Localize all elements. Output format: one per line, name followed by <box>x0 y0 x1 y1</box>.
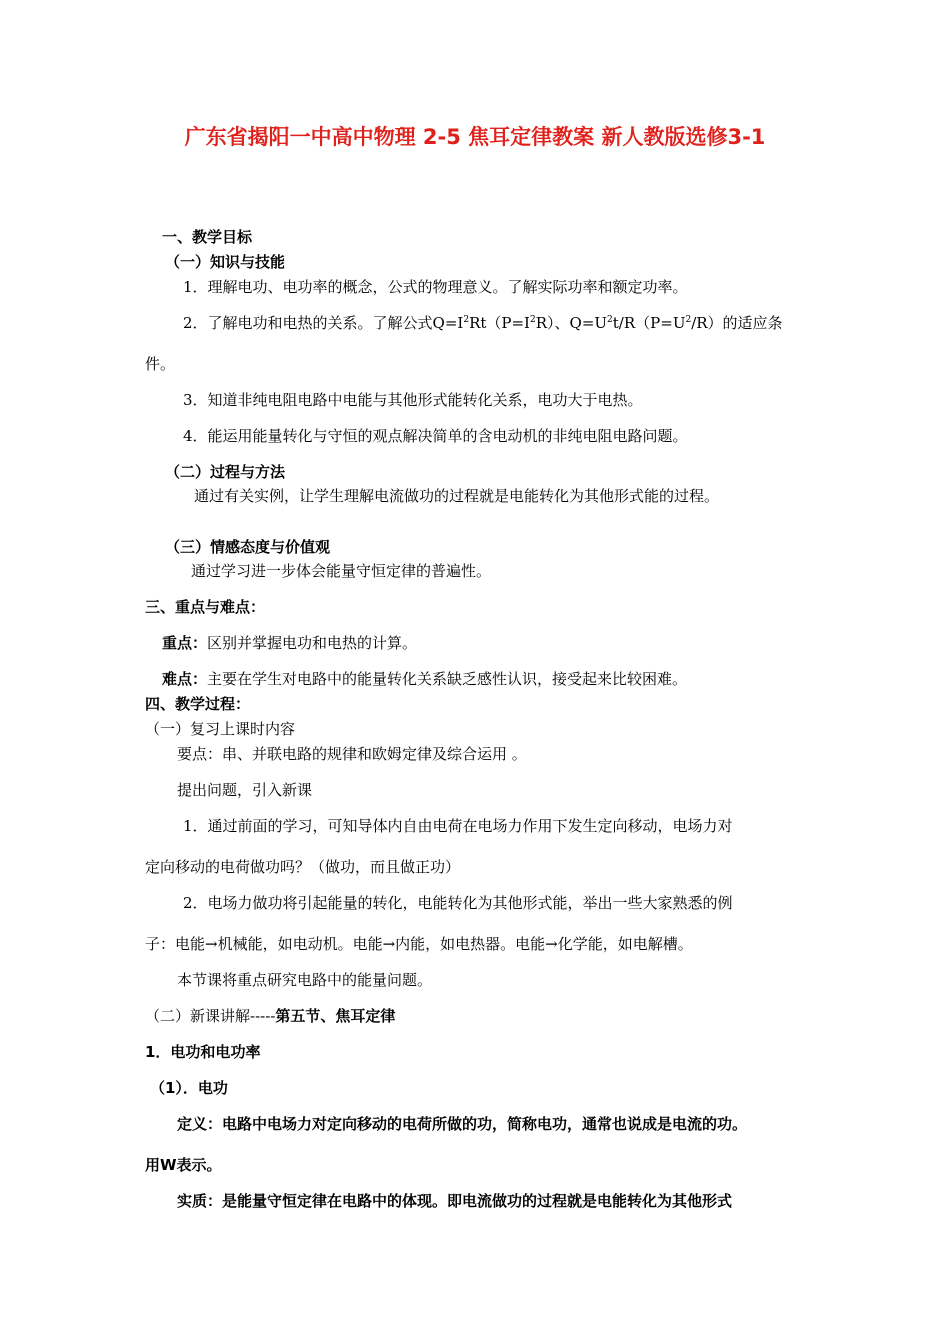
knowledge-item-2: 2．了解电功和电热的关系。了解公式$Q=I^2Rt(P=I^2R)$、$Q=U^2t/R(P=U^2/R)$的适应条 <box>183 314 783 332</box>
electric-work-power-heading: 1．电功和电功率 <box>145 1043 261 1061</box>
knowledge-item-2-cont: 件。 <box>145 355 176 373</box>
electric-work-heading: （1）．电功 <box>150 1079 228 1097</box>
knowledge-item-4: 4．能运用能量转化与守恒的观点解决简单的含电动机的非纯电阻电路问题。 <box>183 427 688 445</box>
key-point-line: 重点：区别并掌握电功和电热的计算。 <box>162 634 418 652</box>
review-points: 要点：串、并联电路的规律和欧姆定律及综合运用 。 <box>177 745 527 763</box>
process-method-text: 通过有关实例，让学生理解电流做功的过程就是电能转化为其他形式能的过程。 <box>194 487 720 505</box>
knowledge-skills-heading: （一）知识与技能 <box>165 253 286 271</box>
section-objectives-heading: 一、教学目标 <box>162 228 253 246</box>
essence-line: 实质：是能量守恒定律在电路中的体现。即电流做功的过程就是电能转化为其他形式 <box>177 1192 733 1210</box>
review-heading: （一）复习上课时内容 <box>145 720 296 738</box>
document-title: 广东省揭阳一中高中物理 2-5 焦耳定律教案 新人教版选修3-1 <box>184 125 766 149</box>
key-points-heading: 三、重点与难点： <box>145 598 266 616</box>
question-1a: 1．通过前面的学习，可知导体内自由电荷在电场力作用下发生定向移动，电场力对 <box>183 817 733 835</box>
question-1b: 定向移动的电荷做功吗？（做功，而且做正功） <box>145 858 461 876</box>
question-2b: 子：电能→机械能，如电动机。电能→内能，如电热器。电能→化学能，如电解槽。 <box>145 935 693 953</box>
process-method-heading: （二）过程与方法 <box>165 463 286 481</box>
attitude-values-text: 通过学习进一步体会能量守恒定律的普遍性。 <box>191 562 492 580</box>
question-intro: 提出问题，引入新课 <box>177 781 313 799</box>
difficulty-line: 难点：主要在学生对电路中的能量转化关系缺乏感性认识，接受起来比较困难。 <box>162 670 688 688</box>
attitude-values-heading: （三）情感态度与价值观 <box>165 538 331 556</box>
new-lesson-line: （二）新课讲解-----第五节、焦耳定律 <box>145 1007 396 1025</box>
lesson-focus: 本节课将重点研究电路中的能量问题。 <box>177 971 433 989</box>
definition-line-1: 定义：电路中电场力对定向移动的电荷所做的功，简称电功，通常也说成是电流的功。 <box>177 1115 748 1133</box>
knowledge-item-3: 3．知道非纯电阻电路中电能与其他形式能转化关系，电功大于电热。 <box>183 391 643 409</box>
knowledge-item-1: 1．理解电功、电功率的概念，公式的物理意义。了解实际功率和额定功率。 <box>183 278 688 296</box>
teaching-process-heading: 四、教学过程： <box>145 695 251 713</box>
question-2a: 2．电场力做功将引起能量的转化，电能转化为其他形式能，举出一些大家熟悉的例 <box>183 894 733 912</box>
definition-line-2: 用W表示。 <box>145 1156 222 1174</box>
